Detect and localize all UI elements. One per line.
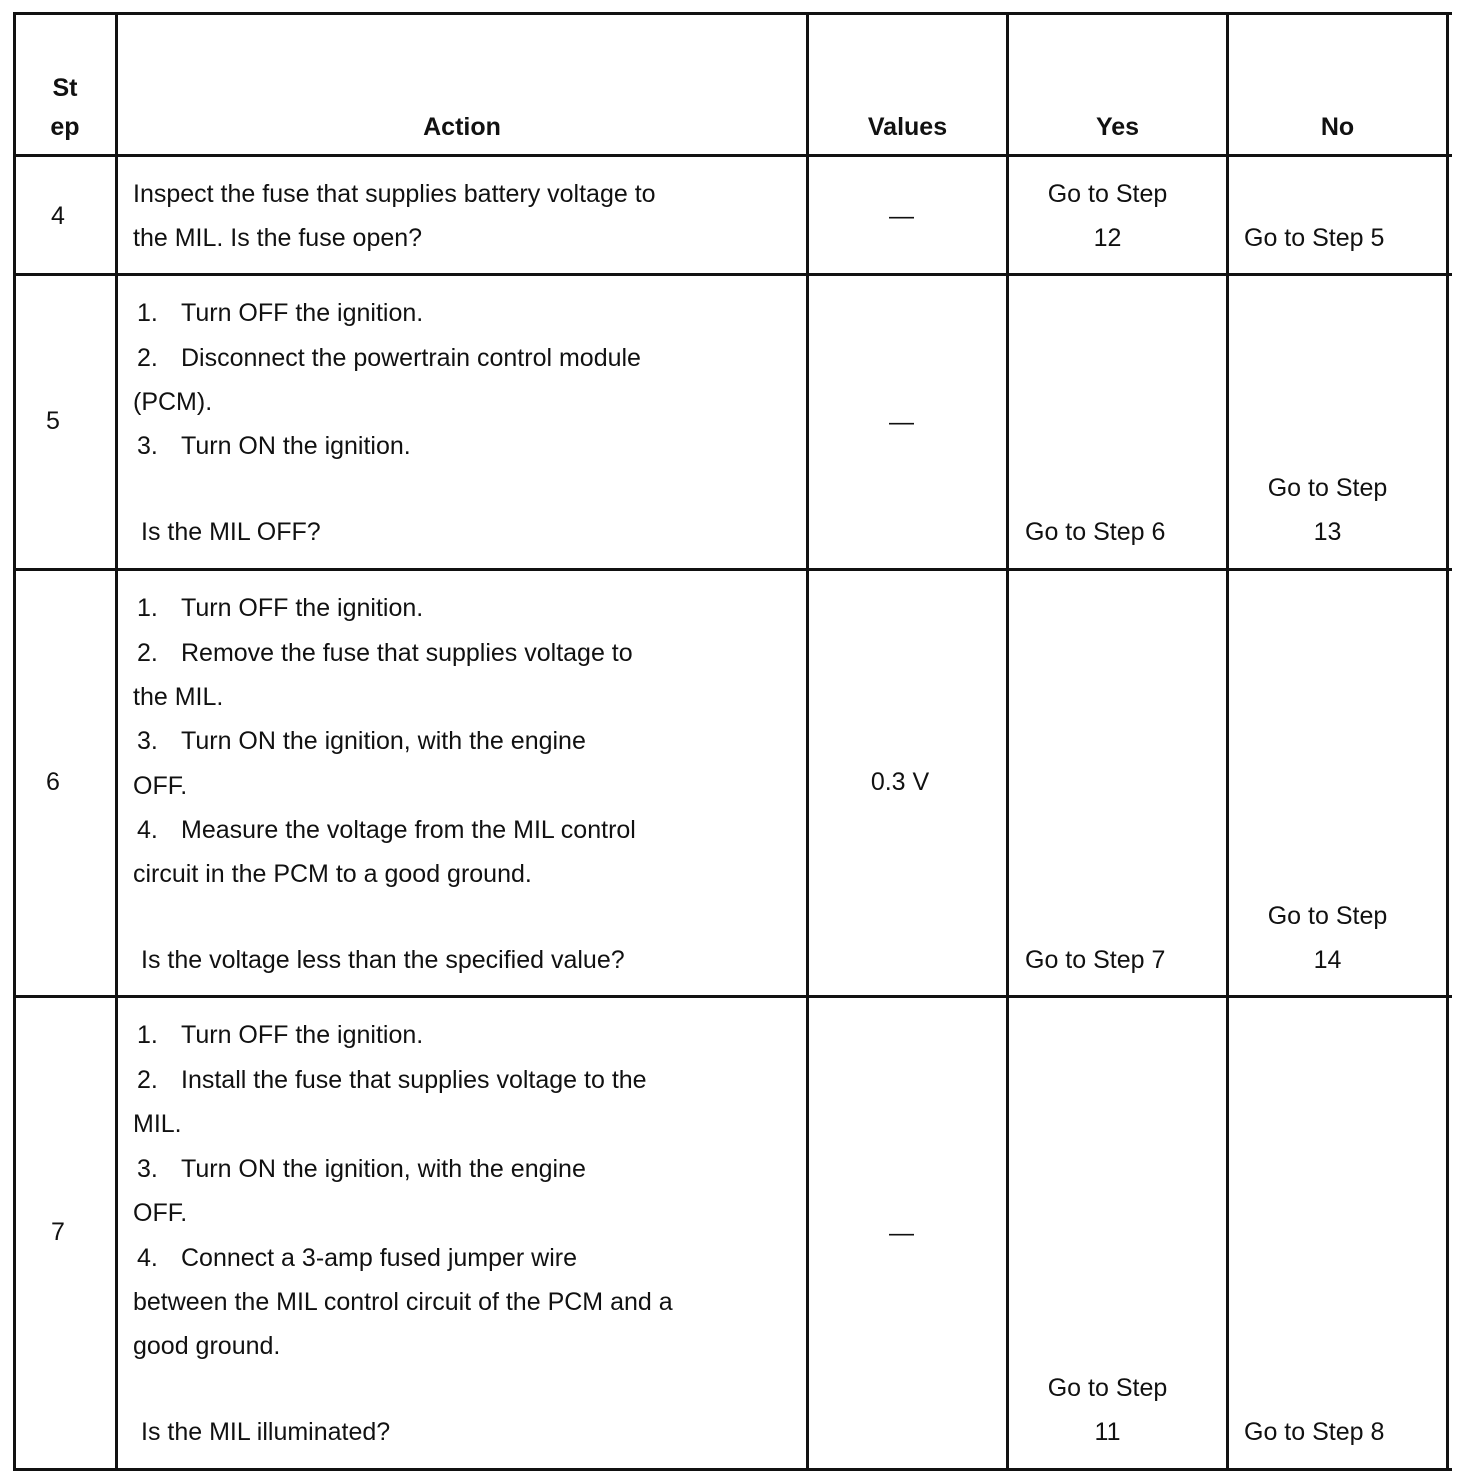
- row-divider: [13, 154, 1452, 157]
- action-item: Remove the fuse that supplies voltage to: [181, 639, 633, 667]
- action-question: Is the voltage less than the specified value?: [141, 946, 625, 974]
- action-item: Turn OFF the ignition.: [181, 299, 424, 327]
- action-text: OFF.: [133, 1199, 188, 1227]
- value-cell: —: [889, 1219, 914, 1247]
- header-no: No: [1320, 113, 1355, 141]
- row-divider: [13, 273, 1452, 276]
- action-item-number: 4.: [137, 816, 158, 844]
- action-question: Is the MIL OFF?: [141, 518, 321, 546]
- action-text: between the MIL control circuit of the PCM and a: [133, 1288, 673, 1316]
- action-text: OFF.: [133, 772, 188, 800]
- table-border-left: [13, 13, 16, 1471]
- action-text: good ground.: [133, 1332, 281, 1360]
- row-divider: [13, 995, 1452, 998]
- action-item: Turn ON the ignition, with the engine: [181, 1155, 586, 1183]
- action-question: Is the MIL illuminated?: [141, 1418, 391, 1446]
- action-item-number: 1.: [137, 299, 158, 327]
- header-step-line2: ep: [50, 113, 80, 141]
- action-text: circuit in the PCM to a good ground.: [133, 860, 532, 888]
- action-item-number: 3.: [137, 432, 158, 460]
- action-item: Install the fuse that supplies voltage to the: [181, 1066, 647, 1094]
- yes-link[interactable]: Go to Step 6: [1025, 518, 1166, 546]
- column-divider: [115, 13, 118, 1471]
- value-cell: —: [889, 408, 914, 436]
- no-link[interactable]: Go to Step 5: [1244, 224, 1385, 252]
- action-item: Disconnect the powertrain control module: [181, 344, 641, 372]
- action-item-number: 2.: [137, 639, 158, 667]
- header-values: Values: [867, 113, 948, 141]
- step-number: 5: [46, 407, 60, 435]
- step-number: 6: [46, 768, 60, 796]
- table-border-right: [1446, 13, 1449, 1471]
- yes-link[interactable]: 11: [1094, 1418, 1121, 1446]
- row-divider: [13, 568, 1452, 571]
- action-text: the MIL. Is the fuse open?: [133, 224, 423, 252]
- action-item-number: 3.: [137, 727, 158, 755]
- value-cell: 0.3 V: [870, 768, 930, 796]
- action-item: Measure the voltage from the MIL control: [181, 816, 636, 844]
- header-yes: Yes: [1095, 113, 1140, 141]
- step-number: 4: [51, 202, 65, 230]
- no-link[interactable]: Go to Step 8: [1244, 1418, 1385, 1446]
- action-text: MIL.: [133, 1110, 182, 1138]
- column-divider: [1226, 13, 1229, 1471]
- action-item-number: 2.: [137, 1066, 158, 1094]
- no-link[interactable]: 14: [1313, 946, 1342, 974]
- yes-link[interactable]: Go to Step: [1047, 180, 1168, 208]
- yes-link[interactable]: Go to Step 7: [1025, 946, 1166, 974]
- header-action: Action: [423, 113, 501, 141]
- action-item: Connect a 3-amp fused jumper wire: [181, 1244, 578, 1272]
- action-text: (PCM).: [133, 388, 213, 416]
- action-item-number: 4.: [137, 1244, 158, 1272]
- action-text: the MIL.: [133, 683, 224, 711]
- table-border-bottom: [13, 1468, 1452, 1471]
- yes-link[interactable]: 12: [1093, 224, 1122, 252]
- table-border-top: [13, 12, 1452, 15]
- action-item-number: 1.: [137, 594, 158, 622]
- action-item-number: 1.: [137, 1021, 158, 1049]
- action-item-number: 3.: [137, 1155, 158, 1183]
- action-item: Turn ON the ignition.: [181, 432, 411, 460]
- step-number: 7: [51, 1218, 65, 1246]
- action-item: Turn OFF the ignition.: [181, 594, 424, 622]
- action-text: Inspect the fuse that supplies battery voltage to: [133, 180, 656, 208]
- action-item: Turn OFF the ignition.: [181, 1021, 424, 1049]
- no-link[interactable]: Go to Step: [1267, 474, 1388, 502]
- header-step-line1: St: [52, 74, 78, 102]
- yes-link[interactable]: Go to Step: [1047, 1374, 1168, 1402]
- action-item: Turn ON the ignition, with the engine: [181, 727, 586, 755]
- value-cell: —: [889, 202, 914, 230]
- no-link[interactable]: Go to Step: [1267, 902, 1388, 930]
- no-link[interactable]: 13: [1313, 518, 1342, 546]
- action-item-number: 2.: [137, 344, 158, 372]
